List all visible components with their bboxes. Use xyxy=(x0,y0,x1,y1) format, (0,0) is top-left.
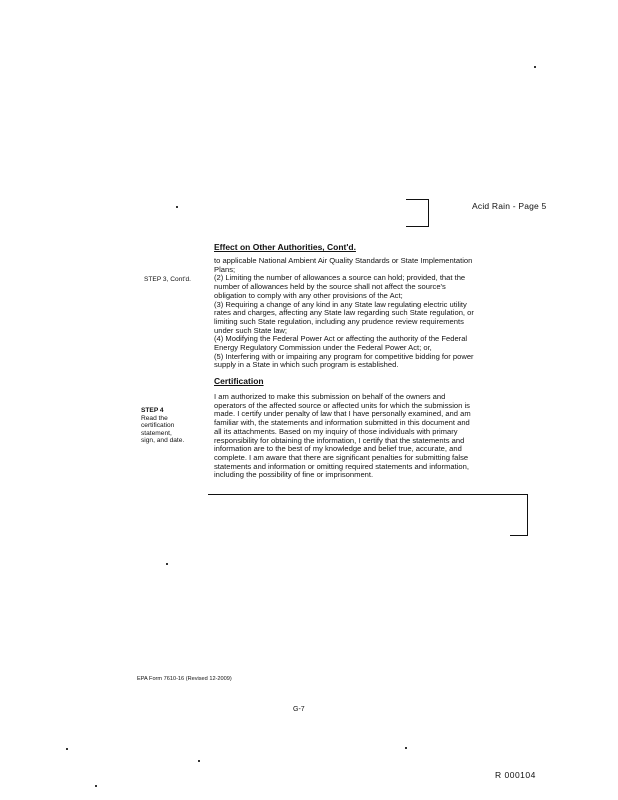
certification-line: statements and information or omitting required statements and information, xyxy=(214,462,469,471)
effect-line: (4) Modifying the Federal Power Act or affecting the authority of the Federal xyxy=(214,335,468,344)
header-bracket xyxy=(406,199,429,227)
scan-speck xyxy=(66,748,68,750)
effect-line: obligation to comply with any other provisions of the Act; xyxy=(214,291,403,300)
certification-body xyxy=(214,393,537,480)
effect-line: (5) Interfering with or impairing any program for competitive bidding for power xyxy=(214,352,474,361)
certification-line: complete. I am aware that there are significant penalties for submitting false xyxy=(214,453,469,462)
form-number: EPA Form 7610-16 (Revised 12-2009) xyxy=(137,676,232,682)
signature-box-top-rule xyxy=(208,494,528,495)
step-3-label: STEP 3, Cont'd. xyxy=(144,276,191,283)
certification-line: familiar with, the statements and information submitted in this document and xyxy=(214,419,470,428)
scan-speck xyxy=(198,760,200,762)
effect-section-body xyxy=(214,257,537,370)
step-4-line: statement, xyxy=(141,429,172,437)
scan-speck xyxy=(95,785,97,787)
certification-line: responsibility for obtaining the information, I certify that the statements and xyxy=(214,436,465,445)
scan-speck xyxy=(405,747,407,749)
certification-line: made. I certify under penalty of law that I have personally examined, and am xyxy=(214,410,471,419)
page-reference: G-7 xyxy=(293,706,305,713)
effect-line: Plans; xyxy=(214,265,236,274)
certification-line: information are to the best of my knowledge and belief true, accurate, and xyxy=(214,445,462,454)
scan-speck xyxy=(534,66,536,68)
certification-title: Certification xyxy=(214,376,264,386)
signature-box-side-rule xyxy=(527,494,528,536)
certification-line: I am authorized to make this submission on behalf of the owners and xyxy=(214,393,446,401)
step-4-line: sign, and date. xyxy=(141,437,185,444)
scan-speck xyxy=(166,563,168,565)
page-header-label: Acid Rain - Page 5 xyxy=(472,201,547,211)
certification-line: including the possibility of fine or imprisonment. xyxy=(214,471,374,480)
effect-section-title: Effect on Other Authorities, Cont'd. xyxy=(214,242,356,252)
step-4-line: Read the xyxy=(141,414,168,422)
step-4-label xyxy=(141,407,184,445)
effect-line: to applicable National Ambient Air Quality Standards or State Implementation xyxy=(214,257,473,265)
certification-line: operators of the affected source or affected units for which the submission is xyxy=(214,401,470,410)
effect-line: (2) Limiting the number of allowances a source can hold; provided, that the xyxy=(214,274,466,283)
effect-line: (3) Requiring a change of any kind in any State law regulating electric utility xyxy=(214,300,467,309)
step-4-line: certification xyxy=(141,422,175,429)
effect-line: number of allowances held by the source shall not affect the source's xyxy=(214,283,446,292)
certification-line: all its attachments. Based on my inquiry of those individuals with primary xyxy=(214,427,458,436)
step-4-heading: STEP 4 xyxy=(141,407,164,414)
effect-line: supply in a State in which such program is established. xyxy=(214,361,399,370)
effect-line: Energy Regulatory Commission under the Federal Power Act; or, xyxy=(214,344,432,353)
effect-line: under such State law; xyxy=(214,326,288,335)
effect-line: rates and charges, affecting any State law regarding such State regulation, or xyxy=(214,309,474,318)
signature-box-bottom-rule xyxy=(510,535,528,536)
bates-number: R 000104 xyxy=(495,770,536,780)
scan-speck xyxy=(176,206,178,208)
effect-line: limiting such State regulation, including any prudence review requirements xyxy=(214,317,464,326)
